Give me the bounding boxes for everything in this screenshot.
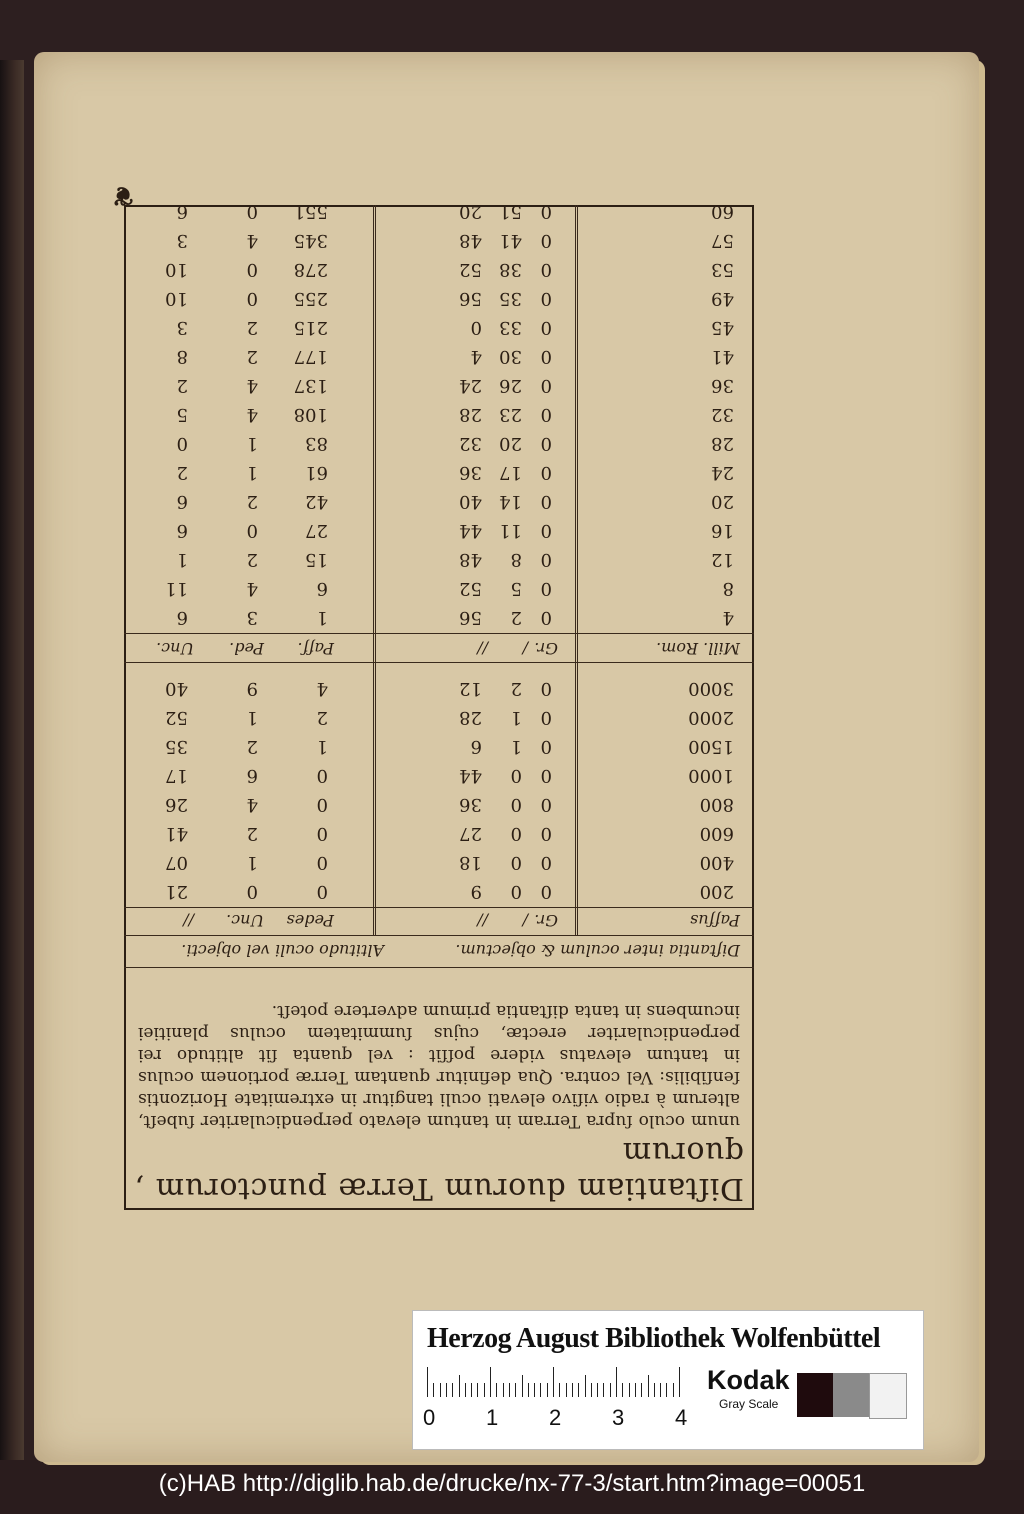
table-cell: 108 [293, 404, 328, 425]
table-cell: 1 [316, 607, 328, 628]
table-cell: 6 [176, 201, 188, 222]
ruler-tick [433, 1383, 434, 1397]
table-row [124, 541, 754, 570]
table-cell: 0 [540, 317, 552, 338]
table-cell: 32 [711, 404, 734, 425]
library-label [412, 1310, 924, 1450]
table-cell: 20 [711, 491, 734, 512]
table-cell: 4 [722, 607, 734, 628]
table-cell: 35 [499, 288, 522, 309]
table-cell: 57 [711, 230, 734, 251]
table-cell: 0 [246, 881, 258, 902]
table-cell: 56 [459, 288, 482, 309]
caption-left: Diſtantia inter oculum & objectum. [455, 941, 740, 960]
table-row [124, 844, 754, 873]
table-cell: 0 [316, 881, 328, 902]
table-cell: 1 [246, 852, 258, 873]
table-row [124, 193, 754, 222]
table-cell: 33 [499, 317, 522, 338]
table-cell: 800 [699, 794, 734, 815]
table-row [124, 757, 754, 786]
ruler-tick [635, 1383, 636, 1397]
kodak-brand: Kodak [707, 1365, 790, 1395]
ruler-tick [666, 1383, 667, 1397]
divider [124, 633, 754, 634]
column-header: / [522, 911, 528, 930]
table-cell: 11 [499, 520, 522, 541]
ruler-tick [427, 1367, 428, 1397]
swatch-white [869, 1373, 907, 1419]
ruler-tick [641, 1383, 642, 1397]
table-row [124, 367, 754, 396]
divider [124, 907, 754, 908]
table-cell: 52 [165, 707, 188, 728]
ruler-tick [603, 1383, 604, 1397]
ruler-tick [547, 1383, 548, 1397]
table-cell: 4 [470, 346, 482, 367]
table-row [124, 570, 754, 599]
table-cell: 40 [459, 491, 482, 512]
table-cell: 0 [510, 823, 522, 844]
table-cell: 28 [459, 404, 482, 425]
table-cell: 2 [316, 707, 328, 728]
table-cell: 600 [699, 823, 734, 844]
table-cell: 52 [459, 578, 482, 599]
printer-mark-icon: ❦ [112, 180, 134, 210]
column-header: Ped. [229, 639, 264, 658]
table-cell: 6 [176, 520, 188, 541]
table-cell: 5 [176, 404, 188, 425]
table-cell: 44 [459, 520, 482, 541]
table-cell: 8 [176, 346, 188, 367]
table-row [124, 425, 754, 454]
library-name: Herzog August Bibliothek Wolfenbüttel [427, 1323, 881, 1354]
ruler-tick [446, 1383, 447, 1397]
ruler-number: 0 [423, 1405, 436, 1430]
table-cell: 0 [246, 201, 258, 222]
table-cell: 51 [499, 201, 522, 222]
ruler-number: 4 [675, 1405, 688, 1430]
table-cell: 0 [470, 317, 482, 338]
table-cell: 0 [540, 678, 552, 699]
table-cell: 0 [540, 433, 552, 454]
table-cell: 0 [540, 823, 552, 844]
table-cell: 44 [459, 765, 482, 786]
ruler-tick [679, 1367, 680, 1397]
table-cell: 215 [293, 317, 328, 338]
table-cell: 27 [459, 823, 482, 844]
table-cell: 26 [165, 794, 188, 815]
table-cell: 20 [499, 433, 522, 454]
ruler-tick [540, 1383, 541, 1397]
column-header: Pedes [286, 911, 334, 930]
table-cell: 3000 [688, 678, 734, 699]
table-row [124, 873, 754, 902]
table-cell: 6 [316, 578, 328, 599]
ruler-tick [629, 1383, 630, 1397]
table-cell: 1 [510, 736, 522, 757]
table-cell: 0 [316, 852, 328, 873]
ruler [423, 1367, 697, 1430]
table-cell: 200 [699, 881, 734, 902]
table-cell: 32 [459, 433, 482, 454]
gray-scale-label: Gray Scale [719, 1397, 779, 1411]
table-cell: 07 [165, 852, 188, 873]
table-cell: 255 [293, 288, 328, 309]
table-cell: 36 [459, 794, 482, 815]
table-cell: 60 [711, 201, 734, 222]
table-cell: 1 [316, 736, 328, 757]
ruler-tick [648, 1375, 649, 1397]
table-cell: 8 [722, 578, 734, 599]
description-text: unum oculo ſupra Terram in tantum elevato perpendiculariter ſubeſt, alterum à radio viſivo elevati oculi tangitur in extremitate Horizontis ſenſibilis: Vel contra. Qua definitur quantam Terræ portionem oculus in tantum elevatus videre poſſit : vel quanta ſit altitudo rei perpendiculariter erectæ, cujus ſummitatem oculus planitiei incumbens in tanta diſtantia primum advertere poteſt. [138, 1001, 740, 1131]
table-row [124, 670, 754, 699]
table-cell: 41 [499, 230, 522, 251]
ruler-tick [578, 1383, 579, 1397]
column-rule [373, 205, 376, 936]
table-cell: 0 [246, 288, 258, 309]
table-cell: 1 [510, 707, 522, 728]
table-row [124, 309, 754, 338]
ruler-tick [496, 1383, 497, 1397]
table-cell: 20 [459, 201, 482, 222]
table-cell: 6 [176, 607, 188, 628]
table-cell: 0 [540, 765, 552, 786]
table-cell: 56 [459, 607, 482, 628]
table-cell: 9 [246, 678, 258, 699]
table-cell: 0 [510, 765, 522, 786]
column-header: Paſſus [690, 911, 740, 930]
table-cell: 36 [711, 375, 734, 396]
divider [124, 935, 754, 936]
table-cell: 0 [540, 794, 552, 815]
column-header: Unc. [226, 911, 264, 930]
ruler-tick [597, 1383, 598, 1397]
table-cell: 1 [246, 707, 258, 728]
table-row [124, 222, 754, 251]
column-header: Mill. Rom. [656, 639, 740, 658]
table-cell: 0 [540, 736, 552, 757]
ruler-tick [654, 1383, 655, 1397]
table-row [124, 280, 754, 309]
page-title: Diſtantiam duorum Terræ punctorum , quorum [134, 1135, 744, 1206]
table-cell: 28 [459, 707, 482, 728]
table-cell: 2 [246, 823, 258, 844]
divider [124, 662, 754, 663]
table-cell: 0 [540, 462, 552, 483]
table-cell: 400 [699, 852, 734, 873]
table-cell: 2 [246, 549, 258, 570]
table-cell: 38 [499, 259, 522, 280]
table-cell: 2 [246, 317, 258, 338]
ruler-tick [465, 1383, 466, 1397]
table-cell: 0 [510, 881, 522, 902]
ruler-tick [490, 1367, 491, 1397]
table-cell: 6 [470, 736, 482, 757]
table-cell: 4 [246, 230, 258, 251]
column-header: Unc. [156, 639, 194, 658]
ruler-tick [515, 1383, 516, 1397]
ruler-number: 2 [549, 1405, 562, 1430]
table-cell: 137 [293, 375, 328, 396]
table-cell: 28 [711, 433, 734, 454]
table-cell: 0 [510, 794, 522, 815]
table-cell: 3 [176, 230, 188, 251]
table-cell: 17 [165, 765, 188, 786]
table-cell: 30 [499, 346, 522, 367]
table-cell: 1000 [688, 765, 734, 786]
table-cell: 2 [176, 462, 188, 483]
ruler-number: 3 [612, 1405, 625, 1430]
table-cell: 1500 [688, 736, 734, 757]
table-cell: 36 [459, 462, 482, 483]
column-header: // [183, 911, 194, 930]
table-cell: 0 [540, 578, 552, 599]
ruler-tick [572, 1383, 573, 1397]
ruler-tick [522, 1375, 523, 1397]
table-row [124, 396, 754, 425]
ruler-tick [616, 1367, 617, 1397]
ruler-tick [534, 1383, 535, 1397]
table-cell: 2 [510, 607, 522, 628]
table-row [124, 786, 754, 815]
table-cell: 0 [246, 259, 258, 280]
table-cell: 177 [293, 346, 328, 367]
table-cell: 15 [305, 549, 328, 570]
table-cell: 0 [316, 823, 328, 844]
table-cell: 1 [246, 433, 258, 454]
column-header: Gr. [534, 911, 558, 930]
column-header: // [477, 911, 488, 930]
table-cell: 0 [246, 520, 258, 541]
table-cell: 18 [459, 852, 482, 873]
table-cell: 10 [165, 259, 188, 280]
table-cell: 2 [246, 491, 258, 512]
table-cell: 551 [293, 201, 328, 222]
table-cell: 2 [510, 678, 522, 699]
caption-right: Altitudo oculi vel objecti. [181, 941, 384, 960]
table-cell: 17 [499, 462, 522, 483]
table-cell: 0 [540, 404, 552, 425]
table-cell: 49 [711, 288, 734, 309]
footer-url: (c)HAB http://diglib.hab.de/drucke/nx-77-3/start.htm?image=00051 [158, 1470, 866, 1497]
table-row [124, 699, 754, 728]
column-header: Paſſ. [297, 639, 334, 658]
table-cell: 40 [165, 678, 188, 699]
table-row [124, 454, 754, 483]
table-cell: 0 [540, 288, 552, 309]
ruler-tick [477, 1383, 478, 1397]
table-row [124, 728, 754, 757]
ruler-tick [459, 1375, 460, 1397]
table-cell: 3 [246, 607, 258, 628]
table-cell: 0 [540, 549, 552, 570]
divider [124, 967, 754, 968]
ruler-tick [591, 1383, 592, 1397]
table-cell: 0 [540, 491, 552, 512]
table-cell: 2000 [688, 707, 734, 728]
table-cell: 1 [176, 549, 188, 570]
table-cell: 6 [246, 765, 258, 786]
ruler-tick [471, 1383, 472, 1397]
printed-content-rotated [124, 201, 754, 1210]
table-cell: 0 [510, 852, 522, 873]
table-cell: 48 [459, 230, 482, 251]
table-cell: 0 [540, 607, 552, 628]
table-cell: 24 [711, 462, 734, 483]
ruler-tick [528, 1383, 529, 1397]
ruler-tick [610, 1383, 611, 1397]
table-row [124, 483, 754, 512]
swatch-gray [833, 1373, 869, 1417]
table-cell: 12 [711, 549, 734, 570]
table-cell: 1 [246, 462, 258, 483]
table-cell: 52 [459, 259, 482, 280]
table-cell: 27 [305, 520, 328, 541]
table-cell: 11 [165, 578, 188, 599]
column-header: / [522, 639, 528, 658]
ruler-tick [622, 1383, 623, 1397]
table-cell: 0 [540, 852, 552, 873]
table-cell: 2 [246, 346, 258, 367]
table-cell: 26 [499, 375, 522, 396]
table-cell: 45 [711, 317, 734, 338]
ruler-number: 1 [486, 1405, 499, 1430]
table-row [124, 512, 754, 541]
table-cell: 83 [305, 433, 328, 454]
table-cell: 0 [540, 520, 552, 541]
ruler-tick [566, 1383, 567, 1397]
table-cell: 4 [246, 375, 258, 396]
table-cell: 278 [293, 259, 328, 280]
table-cell: 0 [176, 433, 188, 454]
table-cell: 4 [246, 794, 258, 815]
table-cell: 2 [176, 375, 188, 396]
ruler-tick [673, 1383, 674, 1397]
ruler-tick [585, 1375, 586, 1397]
ruler-tick [559, 1383, 560, 1397]
table-cell: 4 [246, 404, 258, 425]
table-cell: 0 [540, 707, 552, 728]
table-cell: 24 [459, 375, 482, 396]
ruler-tick [660, 1383, 661, 1397]
table-cell: 2 [246, 736, 258, 757]
table-cell: 0 [540, 201, 552, 222]
table-cell: 53 [711, 259, 734, 280]
table-cell: 0 [316, 765, 328, 786]
table-cell: 21 [165, 881, 188, 902]
table-cell: 14 [499, 491, 522, 512]
table-cell: 16 [711, 520, 734, 541]
table-cell: 0 [540, 881, 552, 902]
column-rule [575, 205, 578, 936]
table-row [124, 338, 754, 367]
book-spine-edge [0, 60, 24, 1460]
table-cell: 23 [499, 404, 522, 425]
table-row [124, 251, 754, 280]
table-cell: 3 [176, 317, 188, 338]
ruler-tick [440, 1383, 441, 1397]
table-cell: 61 [305, 462, 328, 483]
table-cell: 41 [711, 346, 734, 367]
table-cell: 6 [176, 491, 188, 512]
table-cell: 42 [305, 491, 328, 512]
column-header: Gr. [534, 639, 558, 658]
table-cell: 5 [510, 578, 522, 599]
table-cell: 41 [165, 823, 188, 844]
table-cell: 35 [165, 736, 188, 757]
table-cell: 8 [510, 549, 522, 570]
ruler-tick [484, 1383, 485, 1397]
table-row [124, 815, 754, 844]
table-cell: 4 [316, 678, 328, 699]
table-cell: 0 [540, 259, 552, 280]
column-header: // [477, 639, 488, 658]
table-cell: 10 [165, 288, 188, 309]
table-cell: 4 [246, 578, 258, 599]
table-cell: 0 [316, 794, 328, 815]
ruler-tick [509, 1383, 510, 1397]
table-cell: 0 [540, 375, 552, 396]
ruler-tick [452, 1383, 453, 1397]
table-cell: 345 [293, 230, 328, 251]
table-cell: 48 [459, 549, 482, 570]
swatch-black [797, 1373, 833, 1417]
ruler-tick [553, 1367, 554, 1397]
table-cell: 12 [459, 678, 482, 699]
table-cell: 0 [540, 346, 552, 367]
table-row [124, 599, 754, 628]
table-cell: 0 [540, 230, 552, 251]
table-cell: 9 [470, 881, 482, 902]
ruler-tick [503, 1383, 504, 1397]
